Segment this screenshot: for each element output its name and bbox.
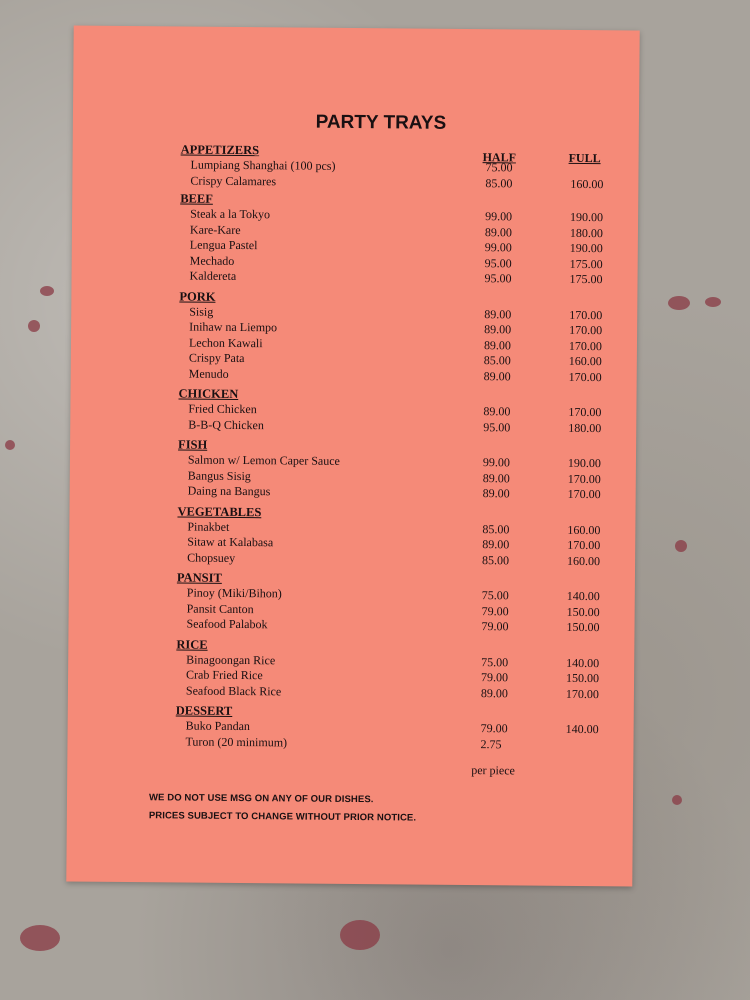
- section-title: PORK: [179, 288, 216, 304]
- item-full-price: 150.00: [566, 604, 600, 619]
- item-half-price: 85.00: [482, 552, 510, 567]
- menu-item: [178, 417, 618, 436]
- item-name: Kare-Kare: [189, 222, 241, 237]
- menu-item: [175, 734, 615, 753]
- item-full-price: 170.00: [568, 369, 602, 384]
- item-half-price: 79.00: [480, 721, 508, 736]
- item-full-price: 150.00: [566, 619, 600, 635]
- section-title: FISH: [178, 437, 208, 452]
- item-name: Fried Chicken: [188, 401, 257, 417]
- item-half-price: 89.00: [480, 685, 508, 700]
- item-half-price: 89.00: [484, 322, 512, 337]
- item-full-price: 170.00: [568, 404, 602, 420]
- menu-sheet: [66, 26, 639, 887]
- item-full-price: 190.00: [567, 455, 602, 471]
- menu-item: [179, 268, 619, 287]
- menu-item: [178, 483, 618, 502]
- item-half-price: 89.00: [483, 337, 512, 352]
- item-name: Crispy Calamares: [190, 173, 277, 188]
- item-half-price: 75.00: [485, 160, 513, 175]
- item-name: Daing na Bangus: [187, 483, 271, 499]
- item-half-price: 2.75: [480, 736, 502, 751]
- item-full-price: 140.00: [565, 721, 599, 737]
- section-title: CHICKEN: [178, 386, 239, 401]
- menu-list: [175, 141, 620, 753]
- item-name: Lengua Pastel: [189, 237, 258, 253]
- item-full-price: 170.00: [569, 307, 603, 322]
- menu-section: [180, 141, 620, 192]
- item-full-price: 170.00: [567, 537, 601, 553]
- menu-title: PARTY TRAYS: [315, 111, 447, 134]
- item-name: Steak a la Tokyo: [190, 206, 271, 222]
- item-half-price: 95.00: [484, 255, 512, 270]
- item-full-price: 170.00: [565, 686, 599, 701]
- item-full-price: 160.00: [567, 522, 601, 537]
- item-full-price: 180.00: [569, 225, 604, 240]
- menu-section: [179, 190, 620, 287]
- item-half-price: 79.00: [481, 670, 509, 685]
- menu-item: [176, 683, 616, 702]
- section-title: BEEF: [180, 191, 213, 206]
- item-half-price: 89.00: [482, 470, 510, 485]
- item-name: Lumpiang Shanghai (100 pcs): [190, 157, 336, 173]
- item-full-price: 170.00: [567, 471, 601, 486]
- msg-note: WE DO NOT USE MSG ON ANY OF OUR DISHES.: [148, 792, 374, 806]
- item-name: Turon (20 minimum): [185, 734, 288, 749]
- section-title: DESSERT: [175, 703, 233, 718]
- item-name: Bangus Sisig: [187, 468, 251, 483]
- item-name: Binagoongan Rice: [186, 652, 276, 667]
- item-half-price: 95.00: [484, 271, 512, 286]
- item-full-price: 170.00: [569, 322, 603, 338]
- item-name: Sisig: [189, 304, 214, 319]
- menu-item: [177, 550, 617, 569]
- item-half-price: 79.00: [481, 619, 509, 634]
- item-full-price: 150.00: [566, 670, 600, 686]
- item-name: Pinakbet: [187, 519, 230, 534]
- item-half-price: 89.00: [482, 486, 510, 501]
- item-full-price: 170.00: [567, 486, 601, 502]
- item-name: Seafood Black Rice: [185, 683, 282, 698]
- half-column-header: HALF: [482, 150, 517, 165]
- item-half-price: 99.00: [482, 455, 511, 470]
- item-name: Crab Fried Rice: [186, 667, 263, 683]
- item-half-price: 75.00: [481, 654, 509, 669]
- item-name: Menudo: [188, 366, 229, 381]
- item-half-price: 89.00: [484, 224, 513, 239]
- item-full-price: 160.00: [568, 353, 602, 369]
- item-full-price: 190.00: [569, 240, 603, 256]
- item-half-price: 85.00: [483, 353, 511, 368]
- item-half-price: 89.00: [483, 404, 511, 419]
- item-full-price: 170.00: [568, 338, 603, 353]
- menu-section: [178, 436, 619, 502]
- item-half-price: 99.00: [484, 240, 512, 255]
- menu-section: [176, 636, 617, 702]
- item-name: Salmon w/ Lemon Caper Sauce: [187, 452, 340, 468]
- item-half-price: 85.00: [482, 521, 510, 536]
- item-name: Seafood Palabok: [186, 616, 268, 632]
- item-name: Pinoy (Miki/Bihon): [186, 585, 282, 601]
- item-full-price: 160.00: [567, 553, 601, 568]
- menu-section: [178, 385, 618, 436]
- item-name: Pansit Canton: [186, 601, 254, 616]
- item-name: Chopsuey: [187, 550, 236, 565]
- menu-section: [176, 569, 617, 635]
- item-name: Sitaw at Kalabasa: [187, 534, 274, 550]
- item-name: Lechon Kawali: [188, 335, 263, 350]
- item-name: Crispy Pata: [188, 350, 245, 366]
- full-column-header: FULL: [568, 150, 601, 166]
- per-piece-note: per piece: [471, 763, 515, 778]
- item-name: Inihaw na Liempo: [189, 319, 278, 335]
- item-half-price: 85.00: [485, 175, 513, 190]
- item-half-price: 89.00: [483, 368, 511, 383]
- menu-section: [177, 503, 618, 569]
- item-name: B-B-Q Chicken: [188, 417, 264, 432]
- item-name: Buko Pandan: [185, 718, 251, 734]
- item-half-price: 89.00: [482, 537, 510, 552]
- item-full-price: 160.00: [570, 176, 604, 191]
- menu-item: [179, 366, 619, 385]
- item-full-price: 175.00: [569, 256, 603, 271]
- item-full-price: 180.00: [568, 420, 602, 435]
- price-change-note: PRICES SUBJECT TO CHANGE WITHOUT PRIOR NOTICE.: [148, 810, 417, 824]
- item-name: Kaldereta: [189, 268, 237, 283]
- menu-item: [176, 616, 616, 635]
- menu-item: [180, 173, 620, 192]
- menu-section: [179, 288, 620, 385]
- item-name: Mechado: [189, 253, 235, 268]
- item-full-price: 190.00: [570, 209, 604, 225]
- section-title: RICE: [176, 636, 208, 652]
- section-title: APPETIZERS: [180, 142, 260, 158]
- menu-section: [175, 702, 615, 753]
- item-half-price: 95.00: [483, 419, 511, 434]
- item-half-price: 89.00: [484, 306, 512, 321]
- item-half-price: 75.00: [481, 588, 509, 603]
- item-full-price: 140.00: [566, 588, 600, 604]
- item-half-price: 99.00: [485, 209, 513, 224]
- section-title: PANSIT: [176, 570, 222, 585]
- item-full-price: 175.00: [569, 271, 603, 287]
- item-full-price: 140.00: [566, 655, 600, 670]
- section-title: VEGETABLES: [177, 503, 262, 519]
- item-half-price: 79.00: [481, 603, 509, 618]
